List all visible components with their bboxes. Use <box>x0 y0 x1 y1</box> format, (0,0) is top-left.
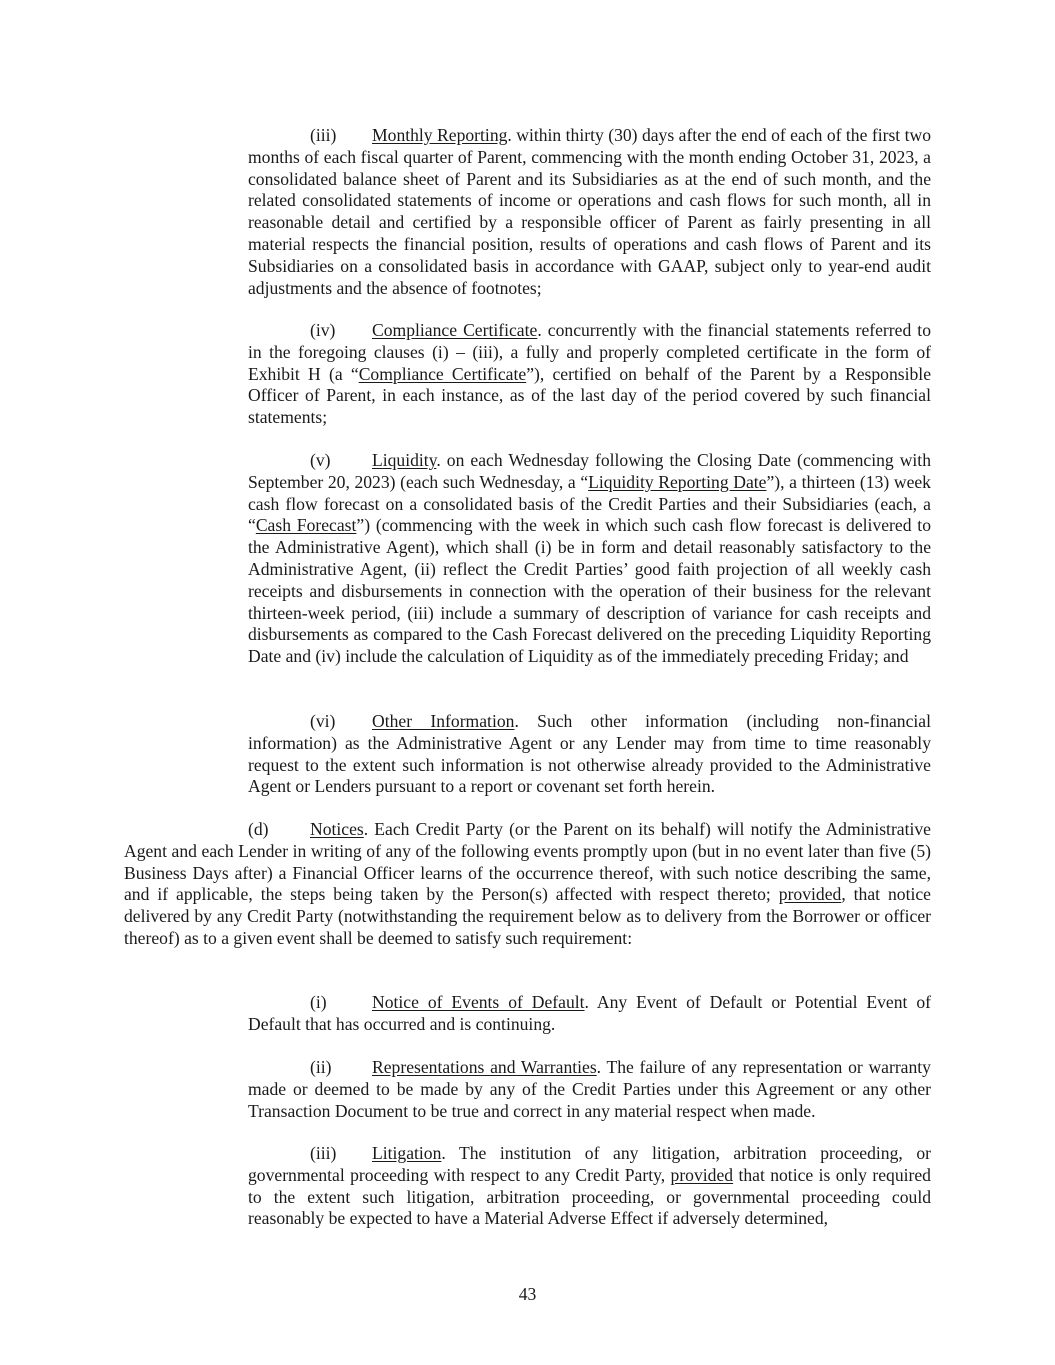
clause-text: that notice is only required to the extent such litigation, arbitration proceeding, or governmental proceeding could reasonably be expected to have a Material Adverse Effect if adversely determined, <box>248 1164 931 1229</box>
clause-number: (iv) <box>310 320 336 340</box>
defined-term: provided <box>778 884 842 905</box>
clause-heading: Notice of Events of Default <box>372 992 585 1012</box>
paragraph-monthly-reporting <box>248 125 931 299</box>
clause-text: ”), certified on behalf of the Parent by a Responsible Officer of Parent, in each instance, as of the last day of the period covered by such financial statements; <box>248 363 932 428</box>
clause-number: (iii) <box>310 1143 337 1163</box>
clause-heading: Liquidity <box>372 450 437 470</box>
clause-number: (d) <box>248 819 269 839</box>
clause-heading: Other Information <box>372 711 515 731</box>
clause-heading: Litigation <box>372 1143 442 1163</box>
clause-number: (i) <box>310 992 327 1012</box>
defined-term: provided <box>670 1164 734 1185</box>
clause-text: . The institution of any litigation, arbitration proceeding, or governmental proceeding with respect to any Credit Party, <box>248 1143 931 1185</box>
defined-term: Cash Forecast <box>255 515 357 536</box>
clause-text: . The failure of any representation or warranty made or deemed to be made by any of the Credit Parties under this Agreement or any other Transaction Document to be true and correct in any material respect when made. <box>248 1057 931 1121</box>
clause-text: . Each Credit Party (or the Parent on its behalf) will notify the Administrative Agent and each Lender in writing of any of the following events promptly upon (but in no event later than five (5) Business Days after) a Financial Officer learns of the occurrence thereof, with such notice describing the same, and if applicable, the steps being taken by the Person(s) affected with respect thereto; <box>124 819 931 905</box>
clause-heading: Notices <box>310 819 364 839</box>
paragraph-notice-of-events-of-default <box>248 992 931 1036</box>
clause-text: ”), a thirteen (13) week cash flow forecast on a consolidated basis of the Credit Parties and their Subsidiaries (each, a “ <box>248 471 931 536</box>
clause-text: . Any Event of Default or Potential Event of Default that has occurred and is continuing. <box>248 992 931 1034</box>
clause-number: (vi) <box>310 711 336 731</box>
clause-text: . on each Wednesday following the Closing Date (commencing with September 20, 2023) (each such Wednesday, a “ <box>248 450 931 492</box>
clause-number: (iii) <box>310 125 337 145</box>
clause-number: (v) <box>310 450 331 470</box>
clause-text: . Such other information (including non-financial information) as the Administrative Agent or any Lender may from time to time reasonably request to the extent such information is not otherwise already provided to the Administrative Agent or Lenders pursuant to a report or covenant set forth herein. <box>248 711 931 797</box>
clause-number: (ii) <box>310 1057 332 1077</box>
clause-text: . within thirty (30) days after the end of each of the first two months of each fiscal quarter of Parent, commencing with the month ending October 31, 2023, a consolidated balance sheet of Parent and its Subsidiaries as at the end of such month, and the related consolidated statements of income or operations and cash flows for such month, all in reasonable detail and certified by a responsible officer of Parent as fairly presenting in all material respects the financial position, results of operations and cash flows of Parent and its Subsidiaries on a consolidated basis in accordance with GAAP, subject only to year-end audit adjustments and the absence of footnotes; <box>248 125 932 298</box>
clause-text: , that notice delivered by any Credit Party (notwithstanding the requirement below as to delivery from the Borrower or officer thereof) as to a given event shall be deemed to satisfy such requirement: <box>124 884 931 948</box>
paragraph-liquidity <box>248 450 931 668</box>
paragraph-litigation <box>248 1143 931 1230</box>
page-number: 43 <box>518 1284 537 1304</box>
paragraph-compliance-certificate <box>248 320 931 429</box>
clause-heading: Compliance Certificate <box>372 320 538 340</box>
clause-text: . concurrently with the financial statements referred to in the foregoing clauses (i) – (iii), a fully and properly completed certificate in the form of Exhibit H (a “ <box>248 320 931 384</box>
clause-heading: Representations and Warranties <box>372 1057 597 1077</box>
paragraph-notices <box>124 819 931 950</box>
paragraph-other-information <box>248 711 931 798</box>
clause-heading: Monthly Reporting <box>372 125 508 145</box>
defined-term: Liquidity Reporting Date <box>588 471 767 492</box>
defined-term: Compliance Certificate <box>358 363 527 384</box>
clause-text: ”) (commencing with the week in which such cash flow forecast is delivered to the Administrative Agent), which shall (i) be in form and detail reasonably satisfactory to the Administrative Agent, (ii) reflect the Credit Parties’ good faith projection of all weekly cash receipts and disbursements in connection with the operation of their business for the relevant thirteen-week period, (iii) include a summary of description of variance for cash receipts and disbursements as compared to the Cash Forecast delivered on the preceding Liquidity Reporting Date and (iv) include the calculation of Liquidity as of the immediately preceding Friday; and <box>248 515 931 667</box>
paragraph-representations-and-warranties <box>248 1057 931 1122</box>
